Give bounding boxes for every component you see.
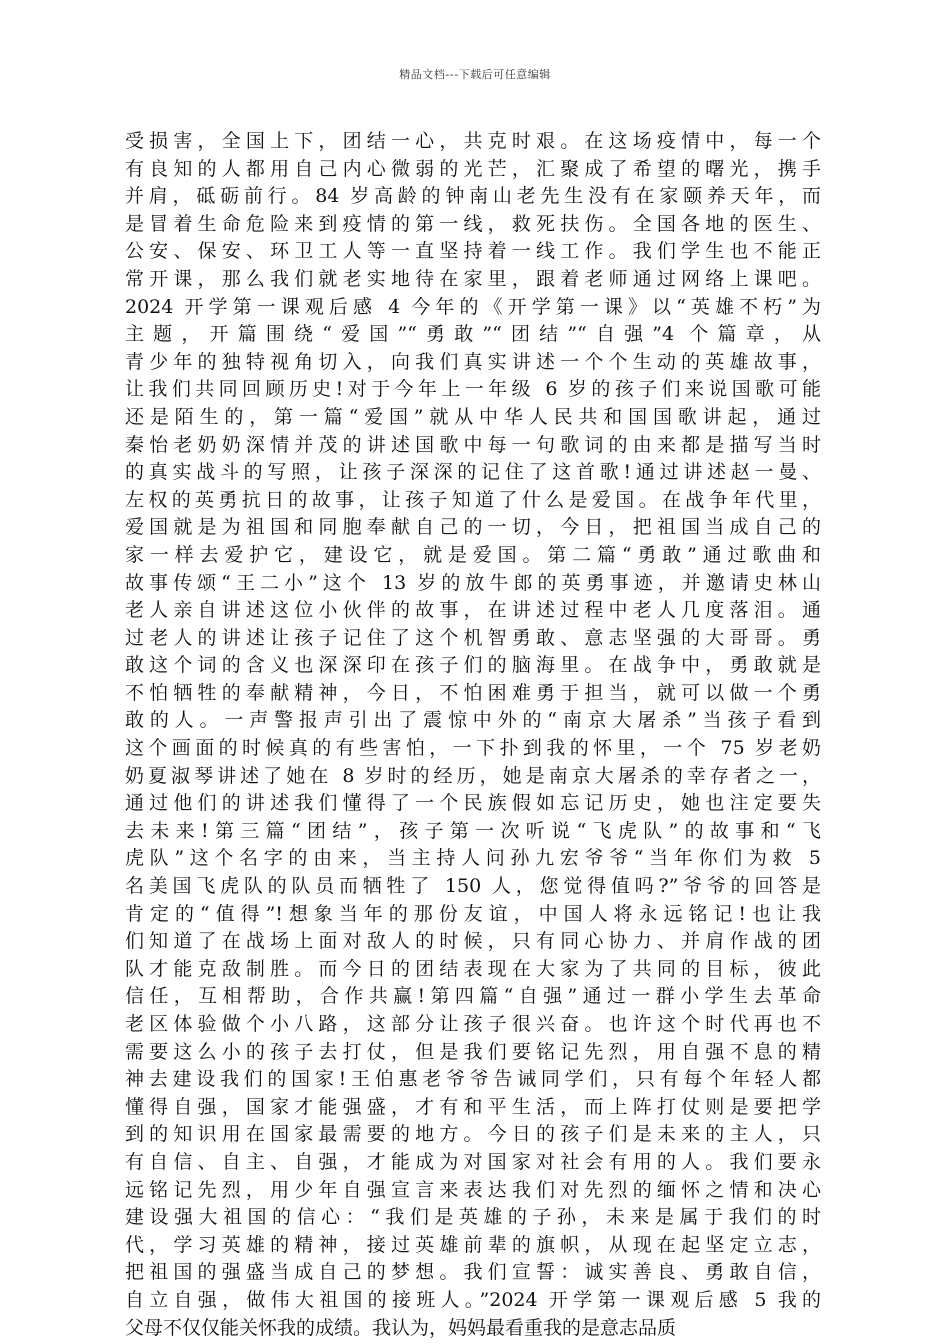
text-line: 通过他们的讲述我们懂得了一个民族假如忘记历史，她也注定要失 [125, 792, 821, 815]
text-line: 受损害，全国上下，团结一心，共克时艰。在这场疫情中，每一个 [125, 130, 821, 152]
text-line: 把祖国的强盛当成自己的梦想。我们宣誓：诚实善良、勇敢自信， [125, 1261, 821, 1284]
text-line: 敢这个词的含义也深深印在孩子们的脑海里。在战争中，勇敢就是 [125, 654, 821, 677]
text-line: 奶夏淑琴讲述了她在 8 岁时的经历，她是南京大屠杀的幸存者之一， [125, 764, 821, 787]
text-line: 这个画面的时候真的有些害怕，一下扑到我的怀里，一个 75 岁老奶 [125, 737, 821, 760]
text-line: 不怕牺牲的奉献精神，今日，不怕困难勇于担当，就可以做一个勇 [125, 681, 821, 704]
text-line: 肯定的“值得”!想象当年的那份友谊，中国人将永远铭记!也让我 [125, 902, 821, 925]
text-line: 是冒着生命危险来到疫情的第一线，救死扶伤。全国各地的医生、 [125, 212, 821, 235]
text-line: 故事传颂“王二小”这个 13 岁的放牛郎的英勇事迹，并邀请史林山 [125, 571, 821, 594]
text-line: 秦怡老奶奶深情并茂的讲述国歌中每一句歌词的由来都是描写当时 [125, 433, 821, 456]
text-line: 有良知的人都用自己内心微弱的光芒，汇聚成了希望的曙光，携手 [125, 157, 821, 180]
text-line: 虎队”这个名字的由来，当主持人问孙九宏爷爷“当年你们为救 5 [125, 847, 821, 870]
text-line: 让我们共同回顾历史!对于今年上一年级 6 岁的孩子们来说国歌可能 [125, 378, 821, 401]
text-line: 远铭记先烈，用少年自强宣言来表达我们对先烈的缅怀之情和决心 [125, 1178, 821, 1201]
text-line: 去未来!第三篇“团结”，孩子第一次听说“飞虎队”的故事和“飞 [125, 819, 821, 842]
text-line: 常开课，那么我们就老实地待在家里，跟着老师通过网络上课吧。 [125, 267, 821, 290]
text-line: 老区体验做个小八路，这部分让孩子很兴奋。也许这个时代再也不 [125, 1013, 821, 1035]
page-header: 精品文档---下载后可任意编辑 [399, 68, 551, 81]
text-line: 主题，开篇围绕“爱国”“勇敢”“团结”“自强”4 个篇章，从 [125, 323, 821, 346]
document-body [125, 128, 821, 1342]
text-line: 并肩，砥砺前行。84 岁高龄的钟南山老先生没有在家颐养天年，而 [125, 185, 821, 208]
text-line: 名美国飞虎队的队员而牺牲了 150 人，您觉得值吗?”爷爷的回答是 [125, 875, 821, 898]
text-line: 青少年的独特视角切入，向我们真实讲述一个个生动的英雄故事， [125, 350, 821, 373]
text-line: 有自信、自主、自强，才能成为对国家对社会有用的人。我们要永 [125, 1150, 821, 1173]
text-line: 需要这么小的孩子去打仗，但是我们要铭记先烈，用自强不息的精 [125, 1040, 821, 1063]
text-line: 的真实战斗的写照，让孩子深深的记住了这首歌!通过讲述赵一曼、 [125, 461, 821, 484]
text-line: 敢的人。一声警报声引出了震惊中外的“南京大屠杀”当孩子看到 [125, 709, 821, 732]
text-line: 老人亲自讲述这位小伙伴的故事，在讲述过程中老人几度落泪。通 [125, 599, 821, 622]
text-line: 懂得自强，国家才能强盛，才有和平生活，而上阵打仗则是要把学 [125, 1095, 821, 1118]
text-line: 建设强大祖国的信心：“我们是英雄的子孙，未来是属于我们的时 [125, 1206, 821, 1229]
text-line: 队才能克敌制胜。而今日的团结表现在大家为了共同的目标，彼此 [125, 957, 821, 980]
text-line: 代，学习英雄的精神，接过英雄前辈的旗帜，从现在起坚定立志， [125, 1233, 821, 1256]
text-line: 2024 开学第一课观后感 4 今年的《开学第一课》以“英雄不朽”为 [125, 295, 821, 318]
text-line: 神去建设我们的国家!王伯惠老爷爷告诫同学们，只有每个年轻人都 [125, 1068, 821, 1091]
text-line: 家一样去爱护它，建设它，就是爱国。第二篇“勇敢”通过歌曲和 [125, 543, 821, 566]
text-line: 左权的英勇抗日的故事，让孩子知道了什么是爱国。在战争年代里， [125, 488, 821, 511]
text-line: 爱国就是为祖国和同胞奉献自己的一切，今日，把祖国当成自己的 [125, 516, 821, 539]
text-line: 自立自强，做伟大祖国的接班人。”2024 开学第一课观后感 5 我的 [125, 1288, 821, 1311]
text-line: 父母不仅仅能关怀我的成绩。我认为，妈妈最看重我的是意志品质 [125, 1316, 677, 1339]
text-line: 还是陌生的，第一篇“爱国”就从中华人民共和国国歌讲起，通过 [125, 405, 821, 428]
text-line: 过老人的讲述让孩子记住了这个机智勇敢、意志坚强的大哥哥。勇 [125, 626, 821, 649]
text-line: 到的知识用在国家最需要的地方。今日的孩子们是未来的主人，只 [125, 1123, 821, 1146]
text-line: 公安、保安、环卫工人等一直坚持着一线工作。我们学生也不能正 [125, 240, 821, 263]
text-line: 们知道了在战场上面对敌人的时候，只有同心协力、并肩作战的团 [125, 930, 821, 953]
text-line: 信任，互相帮助，合作共赢!第四篇“自强”通过一群小学生去革命 [125, 985, 821, 1008]
